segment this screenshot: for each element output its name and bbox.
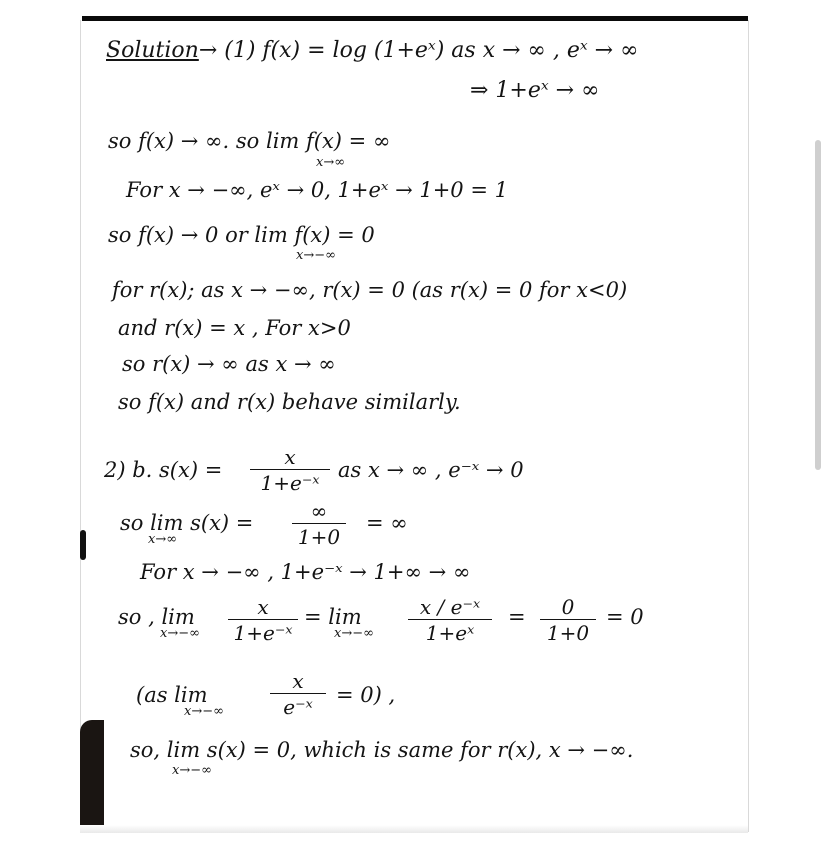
fraction-denominator: 1+e⁻ˣ [233,621,293,645]
fraction [228,596,298,644]
solution-line-1-text: → (1) f(x) = log (1+eˣ) as x → ∞ , eˣ → ∞ [198,38,639,63]
limit-subscript: x→−∞ [334,626,374,641]
limit-subscript: x→−∞ [296,248,336,263]
solution-line-14: (as lim [136,683,208,707]
left-margin-mark [80,530,86,560]
limit-subscript: x→−∞ [184,704,224,719]
fraction [540,596,596,644]
fraction-denominator: e⁻ˣ [283,695,313,719]
solution-line-5: so f(x) → 0 or lim f(x) = 0 [108,223,375,247]
vertical-scrollbar[interactable] [815,140,821,470]
solution-line-11: so lim s(x) = [120,511,254,535]
fraction-denominator: 1+0 [546,621,590,645]
solution-line-1 [106,40,638,62]
fraction-numerator: 0 [561,595,575,619]
fraction-bar [228,619,298,620]
solution-line-12: For x → −∞ , 1+e⁻ˣ → 1+∞ → ∞ [140,560,471,584]
paper-bottom-shade [80,825,748,833]
fraction-numerator: x / e⁻ˣ [419,595,481,619]
solution-line-10-tail: as x → ∞ , e⁻ˣ → 0 [338,458,524,482]
finger-shadow [80,720,104,832]
fraction [408,596,492,644]
limit-subscript: x→−∞ [160,626,200,641]
fraction-bar [408,619,492,620]
solution-line-14-tail: = 0) , [336,683,396,707]
solution-line-15: so, lim s(x) = 0, which is same for r(x), x → −∞. [130,738,634,762]
fraction-numerator: ∞ [310,499,328,523]
solution-heading: Solution [106,38,199,63]
viewer-top-border [82,16,748,21]
fraction-numerator: x [257,595,269,619]
solution-line-3: so f(x) → ∞. so lim f(x) = ∞ [108,129,391,153]
limit-subscript: x→∞ [148,532,178,547]
solution-line-13-eq: = [508,605,526,629]
limit-subscript: x→∞ [316,155,346,170]
solution-line-7: and r(x) = x , For x>0 [118,316,351,340]
solution-line-13: so , lim [118,605,195,629]
fraction-bar [270,693,326,694]
fraction [292,500,346,548]
solution-line-2: ⇒ 1+eˣ → ∞ [470,78,600,103]
solution-line-13-mid: = lim [304,605,362,629]
solution-line-4: For x → −∞, eˣ → 0, 1+eˣ → 1+0 = 1 [126,178,508,202]
fraction-bar [540,619,596,620]
fraction-numerator: x [292,669,304,693]
solution-line-11-tail: = ∞ [366,511,408,535]
fraction-denominator: 1+0 [297,525,341,549]
fraction [250,446,330,494]
fraction-bar [292,523,346,524]
paper-left-edge [80,20,81,832]
fraction [270,670,326,718]
fraction-denominator: 1+e⁻ˣ [260,471,320,495]
fraction-numerator: x [284,445,296,469]
solution-line-8: so r(x) → ∞ as x → ∞ [122,352,336,376]
fraction-bar [250,469,330,470]
solution-line-13-tail: = 0 [606,605,644,629]
part-2b-label: 2) b. s(x) = [104,458,223,482]
paper-right-edge [748,20,749,832]
solution-line-9: so f(x) and r(x) behave similarly. [118,390,461,414]
solution-line-6: for r(x); as x → −∞, r(x) = 0 (as r(x) = 0 for x<0) [112,278,628,302]
limit-subscript: x→−∞ [172,763,212,778]
fraction-denominator: 1+eˣ [425,621,475,645]
